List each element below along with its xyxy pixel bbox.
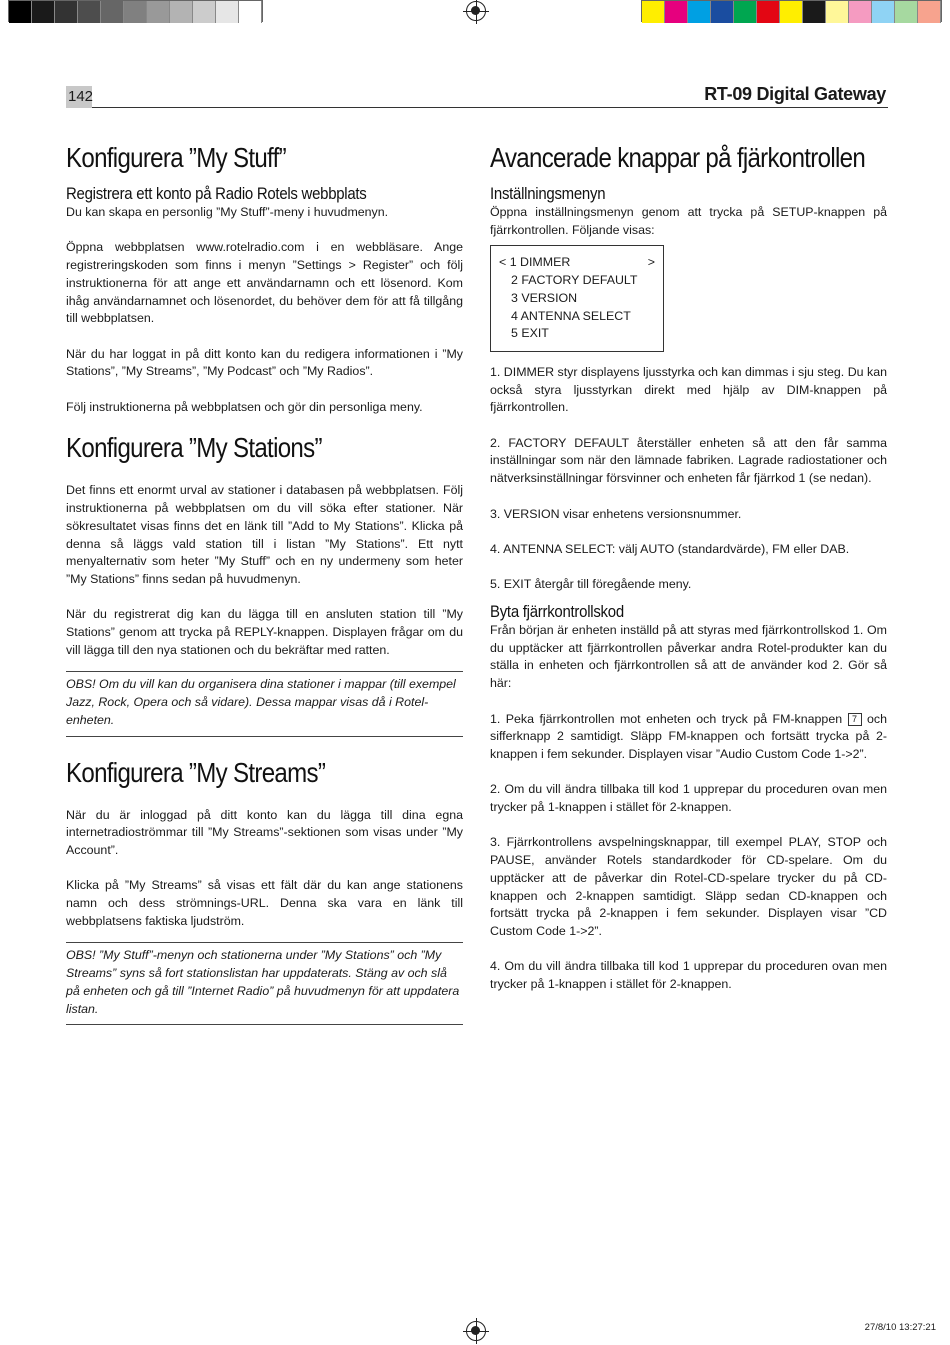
note-box xyxy=(66,942,463,1025)
paragraph: Öppna webbplatsen www.rotelradio.com i en webbläsare. Ange registreringskoden som finns i menyn ”Settings > Register” och följ instruktionerna för att ange ett användarnamn och ett lösenord. Kom ihåg användarnamnet och lösenordet, du behöver dem för att få tillgång till webbplatsen. xyxy=(66,240,463,326)
color-swatch xyxy=(734,1,757,23)
list-item: 4. ANTENNA SELECT: välj AUTO (standardvärde), FM eller DAB. xyxy=(490,541,850,556)
right-column xyxy=(490,140,887,1011)
menu-item: 5 EXIT xyxy=(511,326,549,341)
paragraph: Det finns ett enormt urval av stationer i databasen på webbplatsen. Följ instruktionerna på webbplatsen om du vill söka efter stationer. När sökresultatet visas finns det en länk till ”Add to My Stations”. Klicka på denna så läggs vald station till i listan ”My Stations”. Ett nytt menyalternativ som heter ”My Stuff” och en ny undermeny som heter ”My Stations” finns sedan på huvudmenyn. xyxy=(66,483,463,586)
paragraph: Klicka på ”My Streams” så visas ett fält där du kan ange stationens namn och dess strömnings-URL. Denna ska vara en länk till webbplatsens faktiska ljudström. xyxy=(66,878,463,928)
paragraph: Du kan skapa en personlig ”My Stuff”-meny i huvudmenyn. xyxy=(66,205,389,219)
color-swatch xyxy=(124,1,147,23)
color-swatch xyxy=(711,1,734,23)
list-item: 5. EXIT återgår till föregående meny. xyxy=(490,577,692,592)
section-title-my-stations: Konfigurera ”My Stations” xyxy=(66,432,322,464)
color-swatch xyxy=(239,1,262,23)
color-swatch xyxy=(895,1,918,23)
note-text: OBS! ”My Stuff”-menyn och stationerna under ”My Stations” och ”My Streams” syns så fort stationslistan har uppdaterats. Stäng av och slå på enheten och gå till ”Internet Radio” på huvudmenyn för att uppdatera listan. xyxy=(66,948,460,1016)
print-timestamp: 27/8/10 13:27:21 xyxy=(864,1322,936,1333)
list-item: 2. Om du vill ändra tillbaka till kod 1 upprepar du proceduren ovan men trycker på 1-knappen i stället för 2-knappen. xyxy=(490,782,887,814)
color-swatch xyxy=(78,1,101,23)
color-swatch xyxy=(147,1,170,23)
left-arrow-icon: < xyxy=(499,255,507,270)
menu-item-label: 1 DIMMER xyxy=(509,255,571,270)
subsection-title-change-code: Byta fjärrkontrollskod xyxy=(490,602,624,621)
color-calibration-bar xyxy=(641,0,942,22)
registration-mark-icon xyxy=(466,1,486,21)
color-swatch xyxy=(642,1,665,23)
color-swatch xyxy=(918,1,941,23)
color-swatch xyxy=(193,1,216,23)
settings-menu-display xyxy=(490,245,664,352)
section-title-advanced-buttons: Avancerade knappar på fjärkontrollen xyxy=(490,142,866,173)
header-rule xyxy=(92,107,888,108)
menu-item xyxy=(499,254,655,272)
step-text: och sifferknapp 2 samtidigt. Släpp FM-knappen och fortsätt trycka på 2-knappen i fem sekunder. Displayen visar ”Audio Custom Code 1->2”. xyxy=(490,711,887,761)
color-swatch xyxy=(170,1,193,23)
color-swatch xyxy=(803,1,826,23)
paragraph: När du registrerat dig kan du lägga till en ansluten station till ”My Stations” genom att trycka på REPLY-knappen. Displayen frågar om du vill lägga till den nya stationen och du bekräftar med ratten. xyxy=(66,607,463,657)
reference-key-icon: 7 xyxy=(848,713,862,726)
color-swatch xyxy=(55,1,78,23)
list-item: 2. FACTORY DEFAULT återställer enheten så att den får samma inställningar som när den lämnade fabriken. Lagrade radiostationer och nätverksinställningar försvinner och enheten får fjärrkod 1 (se nedan). xyxy=(490,435,887,486)
color-swatch xyxy=(216,1,239,23)
note-text: OBS! Om du vill kan du organisera dina stationer i mappar (till exempel Jazz, Rock, Opera och så vidare). Dessa mappar visas då i Rotel-enheten. xyxy=(66,677,456,727)
paragraph: Följ instruktionerna på webbplatsen och gör din personliga meny. xyxy=(66,399,423,414)
list-item: 4. Om du vill ändra tillbaka till kod 1 upprepar du proceduren ovan men trycker på 1-knappen i stället för 2-knappen. xyxy=(490,959,887,991)
color-swatch xyxy=(101,1,124,23)
menu-item: 3 VERSION xyxy=(511,290,578,305)
menu-item: 4 ANTENNA SELECT xyxy=(511,308,631,323)
color-swatch xyxy=(9,1,32,23)
color-swatch xyxy=(688,1,711,23)
header-title: RT-09 Digital Gateway xyxy=(704,84,886,104)
list-item: 3. VERSION visar enhetens versionsnummer. xyxy=(490,506,742,521)
section-title-my-streams: Konfigurera ”My Streams” xyxy=(66,756,326,788)
paragraph: Öppna inställningsmenyn genom att trycka på SETUP-knappen på fjärrkontrollen. Följande visas: xyxy=(490,205,887,237)
step-text: 1. Peka fjärrkontrollen mot enheten och tryck på FM-knappen xyxy=(490,711,843,726)
color-swatch xyxy=(849,1,872,23)
color-swatch xyxy=(780,1,803,23)
subsection-title-register: Registrera ett konto på Radio Rotels webbplats xyxy=(66,184,367,203)
color-swatch xyxy=(32,1,55,23)
paragraph: När du är inloggad på ditt konto kan du lägga till dina egna internetradioströmmar till ”My Streams”-sektionen som visas under ”My Account”. xyxy=(66,807,463,857)
right-arrow-icon: > xyxy=(647,255,655,270)
list-item xyxy=(490,711,887,764)
page-number: 142 xyxy=(66,86,92,108)
color-swatch xyxy=(826,1,849,23)
left-column xyxy=(66,140,463,1043)
note-box xyxy=(66,671,463,736)
paragraph: När du har loggat in på ditt konto kan du redigera informationen i ”My Stations”, ”My Streams”, ”My Podcast” och ”My Radios”. xyxy=(66,346,463,379)
subsection-title-settings-menu: Inställningsmenyn xyxy=(490,184,606,203)
color-swatch xyxy=(872,1,895,23)
color-swatch xyxy=(665,1,688,23)
paragraph: Från början är enheten inställd på att styras med fjärrkontrollskod 1. Om du upptäcker att fjärrkontrollen påverkar andra Rotel-produkter kan du ställa in enheten och fjärrkontrollen så att de använder kod 2. Gör så här: xyxy=(490,623,887,691)
registration-mark-icon xyxy=(466,1321,486,1341)
menu-item: 2 FACTORY DEFAULT xyxy=(511,273,638,288)
list-item: 1. DIMMER styr displayens ljusstyrka och kan dimmas i sju steg. Du kan också styra ljusstyrkan direkt med hjälp av DIM-knappen på fjärrkontrollen. xyxy=(490,364,887,415)
color-swatch xyxy=(757,1,780,23)
section-title-my-stuff: Konfigurera ”My Stuff” xyxy=(66,142,286,173)
list-item: 3. Fjärrkontrollens avspelningsknappar, till exempel PLAY, STOP och PAUSE, använder Rotels standardkoder för CD-spelare. Om du upptäcker att de påverkar din Rotel-CD-spelare trycker du på CD-knappen och 2-knappen samtidigt. Släpp sedan CD-knappen och fortsätt trycka på 2-knappen i fem sekunder. Displayen visar ”CD Custom Code 1->2”. xyxy=(490,835,887,938)
grayscale-calibration-bar xyxy=(8,0,263,22)
